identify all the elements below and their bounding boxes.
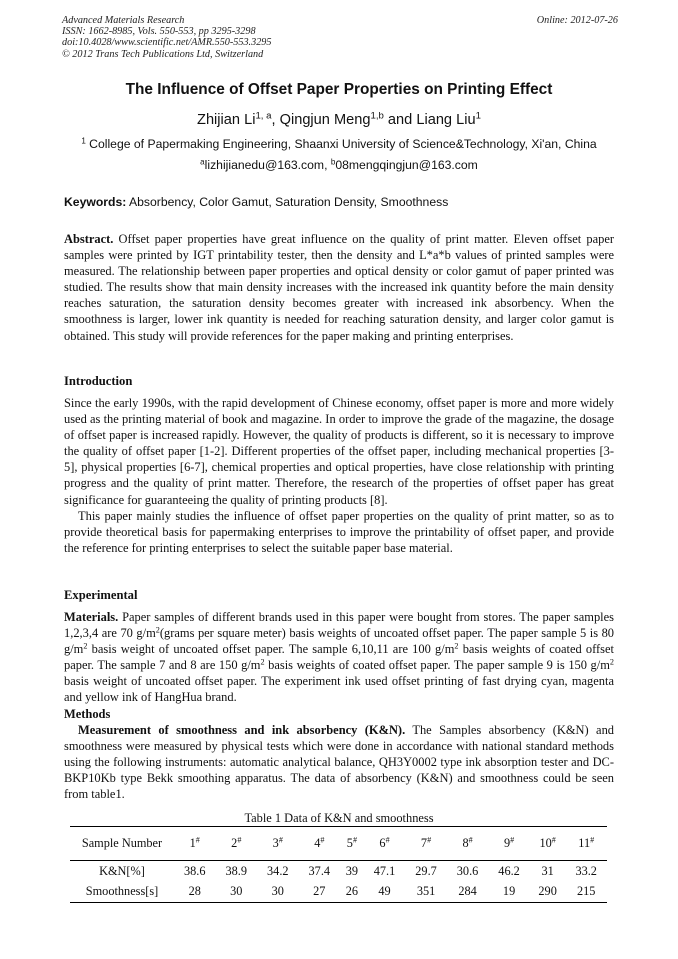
affiliation-text: College of Papermaking Engineering, Shaanxi University of Science&Technology, Xi'an, China [85, 137, 597, 151]
author-affiliation-mark: 1, a [255, 110, 272, 122]
table-cell: 215 [576, 884, 596, 899]
table-column-header [216, 827, 258, 861]
superscript: 2 [609, 657, 614, 667]
table-column-header [340, 827, 364, 861]
author-affiliation-mark: 1,b [370, 110, 384, 122]
table-header-row [70, 827, 607, 861]
sample-hash-mark: # [551, 835, 556, 845]
measurement-label: Measurement of smoothness and ink absorbency (K&N). [78, 722, 406, 737]
materials-text: basis weights of coated offset paper. The paper sample 9 is 150 g/m [264, 658, 610, 673]
table-column-header [405, 827, 447, 861]
experimental-heading: Experimental [64, 588, 138, 602]
sample-hash-mark: # [320, 835, 325, 845]
table-cell: 30 [230, 884, 243, 899]
table-cell: 30.6 [456, 863, 479, 878]
table-cell: 290 [538, 884, 557, 899]
sample-number: 8 [462, 836, 469, 850]
online-date: Online: 2012-07-26 [536, 15, 618, 26]
data-table [70, 826, 607, 903]
sample-number: 5 [346, 836, 353, 850]
author-separator: , [271, 112, 280, 128]
paper-title: The Influence of Offset Paper Properties on Printing Effect [125, 81, 553, 98]
table-cell: 26 [345, 884, 359, 899]
superscript: 2 [155, 625, 160, 635]
methods-heading: Methods [64, 706, 111, 721]
materials-text: basis weights of coated offset paper. The sample 7 and 8 are 150 g/m [64, 642, 614, 673]
table-corner-header: Sample Number [81, 836, 163, 850]
author-name: Zhijian Li [197, 112, 256, 128]
table-body [70, 861, 607, 903]
sample-number: 4 [314, 836, 321, 850]
keywords-text: Absorbency, Color Gamut, Saturation Density, Smoothness [126, 195, 449, 209]
table-column-header [447, 827, 489, 861]
email-link[interactable]: lizhijianedu@163.com, [204, 158, 331, 172]
affiliation-mark: 1 [81, 136, 86, 146]
sample-hash-mark: # [352, 835, 358, 845]
table-column-header [488, 827, 530, 861]
sample-hash-mark: # [427, 835, 432, 845]
author-separator: and [383, 112, 417, 128]
table-cell: 31 [541, 863, 554, 878]
table-cell: 34.2 [267, 863, 289, 878]
materials-paragraph [64, 609, 614, 706]
introduction-paragraph: Since the early 1990s, with the rapid development of Chinese economy, offset paper is more and more widely used as the printing material of book and magazine. In order to improve the grade of the magazine, the dosage of offset paper is increased rapidly. However, the quality of products is different, so it is necessary to improve the quality of offset paper [1-2]. Different properties of the offset paper, including mechanical properties [3-5], physical properties [6-7], chemical properties and optical properties, have close relationship with printing progress and the quality of print matter. Therefore, the research of the properties of offset paper has great significance for guaranteeing the quality of printing products [8]. [64, 396, 614, 507]
introduction-heading: Introduction [64, 374, 133, 388]
author-emails [0, 158, 678, 172]
row-label: Smoothness[s] [85, 884, 159, 899]
author-name: Qingjun Meng [279, 112, 371, 128]
introduction-paragraph: This paper mainly studies the influence of offset paper properties on the quality of print matter, so as to provide theoretical basis for papermaking enterprises to improve the printability of offset paper, and provide the reference for printing enterprises to select the suitable paper base material. [64, 508, 614, 555]
sample-hash-mark: # [590, 835, 595, 845]
affiliation [0, 137, 678, 151]
measurement-text: The Samples absorbency (K&N) and smoothness were measured by physical tests which were done in accordance with national standard methods using the following instruments: automatic analytical balance, QH3Y0002 type ink absorption tester and DC-BKP10Kb type Bekk smoothing apparatus. The data of absorbency (K&N) and smoothness could be seen from table1. [64, 722, 615, 802]
table-cell: 49 [378, 884, 391, 899]
sample-number: 3 [272, 836, 279, 850]
journal-header [62, 15, 618, 60]
sample-number: 1 [189, 836, 196, 850]
keywords [64, 195, 448, 209]
experimental-body [64, 609, 614, 802]
author-list [0, 112, 678, 128]
table-column-header [257, 827, 299, 861]
sample-number: 2 [231, 836, 238, 850]
materials-text: basis weight of uncoated offset paper. The experiment ink used offset printing of fast drying cyan, magenta and yellow ink of HangHua brand. [64, 674, 614, 705]
email-mark: b [330, 157, 336, 167]
materials-label: Materials. [64, 610, 119, 624]
doi-line: doi:10.4028/www.scientific.net/AMR.550-553.3295 [62, 37, 272, 49]
superscript: 2 [454, 641, 459, 651]
table-cell: 351 [416, 884, 436, 899]
table-cell: 46.2 [498, 863, 520, 878]
sample-hash-mark: # [510, 835, 515, 845]
email-mark: a [200, 157, 205, 167]
table-cell: 33.2 [575, 863, 597, 878]
table-cell: 30 [271, 884, 284, 899]
table-column-header [530, 827, 566, 861]
sample-number: 11 [578, 836, 591, 850]
keywords-label: Keywords: [64, 195, 127, 209]
table-column-header [299, 827, 341, 861]
table-row [70, 882, 607, 903]
table-cell: 37.4 [308, 863, 331, 878]
table-column-header [364, 827, 406, 861]
abstract-label: Abstract. [64, 232, 114, 246]
table-cell: 29.7 [415, 863, 437, 878]
superscript: 2 [83, 641, 88, 651]
table-caption: Table 1 Data of K&N and smoothness [244, 811, 434, 825]
materials-text: (grams per square meter) basis weights of uncoated offset paper. The paper sample 5 is 80 g/m [64, 626, 615, 657]
table-cell: 27 [313, 884, 326, 899]
table-row [70, 861, 607, 882]
sample-number: 6 [379, 836, 386, 850]
sample-hash-mark: # [468, 835, 473, 845]
row-label: K&N[%] [99, 863, 145, 878]
table-cell: 284 [458, 884, 477, 899]
table-cell: 28 [188, 884, 201, 899]
journal-name: Advanced Materials Research [62, 15, 185, 26]
table-cell: 38.9 [225, 863, 248, 878]
author-affiliation-mark: 1 [475, 110, 481, 122]
abstract-text: Offset paper properties have great influence on the quality of print matter. Eleven offset paper samples were printed by IGT printability tester, then the density and L*a*b values of printed samples were measured. The relationship between paper properties and optical density or color gamut of paper printed was studied. The results show that main density increases with the increased ink quantity before the main density reaches saturation, the saturation density becomes greater with increased ink absorbency. When the smoothness is larger, lower ink quantity is needed for reaching saturation density, and larger color gamut is obtained. This study will provide references for the paper making and printing enterprises. [64, 232, 614, 343]
issn-line: ISSN: 1662-8985, Vols. 550-553, pp 3295-3298 [62, 26, 256, 38]
materials-text: Paper samples of different brands used in this paper were bought from stores. The paper samples 1,2,3,4 are 70 g/m [64, 610, 614, 641]
table-cell: 39 [345, 863, 359, 878]
sample-hash-mark: # [195, 835, 200, 845]
measurement-paragraph [64, 722, 614, 802]
superscript: 2 [260, 657, 265, 667]
sample-number: 9 [503, 836, 511, 850]
table-column-header [565, 827, 607, 861]
table-cell: 38.6 [183, 863, 206, 878]
introduction-body [64, 395, 614, 556]
author-name: Liang Liu [416, 112, 476, 128]
email-link[interactable]: 08mengqingjun@163.com [335, 158, 478, 172]
sample-hash-mark: # [278, 835, 283, 845]
table-cell: 19 [502, 884, 516, 899]
copyright-line: © 2012 Trans Tech Publications Ltd, Switzerland [62, 48, 264, 60]
table-cell: 47.1 [373, 863, 396, 878]
sample-number: 7 [420, 836, 428, 850]
abstract [64, 231, 614, 344]
sample-hash-mark: # [385, 835, 390, 845]
sample-hash-mark: # [237, 835, 242, 845]
table-column-header [174, 827, 216, 861]
sample-number: 10 [539, 836, 552, 850]
materials-text: basis weight of uncoated offset paper. The sample 6,10,11 are 100 g/m [87, 642, 455, 657]
